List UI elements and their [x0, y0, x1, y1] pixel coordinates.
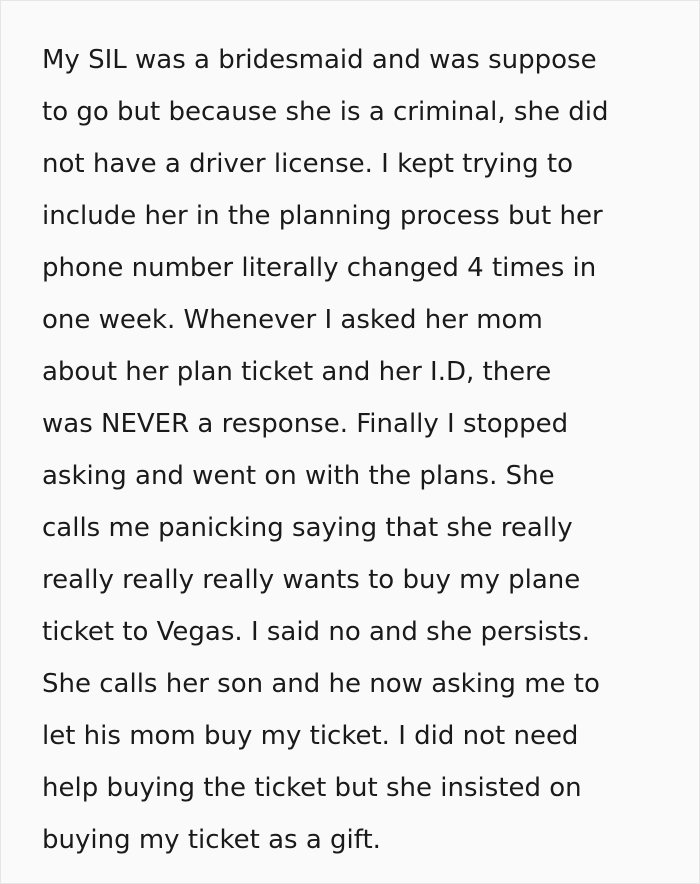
story-line-7: about her plan ticket and her I.D, there — [42, 357, 552, 387]
story-line-13: She calls her son and he now asking me to — [42, 669, 600, 699]
story-line-14: let his mom buy my ticket. I did not need — [42, 721, 579, 751]
story-line-15: help buying the ticket but she insisted on — [42, 773, 582, 803]
story-line-4: include her in the planning process but her — [42, 201, 603, 231]
story-line-10: calls me panicking saying that she really — [42, 513, 573, 543]
story-line-6: one week. Whenever I asked her mom — [42, 305, 543, 335]
story-paragraph — [42, 34, 682, 866]
story-line-8: was NEVER a response. Finally I stopped — [42, 409, 569, 439]
story-line-12: ticket to Vegas. I said no and she persists. — [42, 617, 590, 647]
story-line-9: asking and went on with the plans. She — [42, 461, 555, 491]
story-line-2: to go but because she is a criminal, she did — [42, 97, 609, 127]
story-line-16: buying my ticket as a gift. — [42, 825, 381, 855]
story-line-3: not have a driver license. I kept trying to — [42, 149, 574, 179]
story-line-5: phone number literally changed 4 times in — [42, 253, 597, 283]
story-line-11: really really really wants to buy my plane — [42, 565, 581, 595]
story-line-1: My SIL was a bridesmaid and was suppose — [42, 45, 597, 75]
